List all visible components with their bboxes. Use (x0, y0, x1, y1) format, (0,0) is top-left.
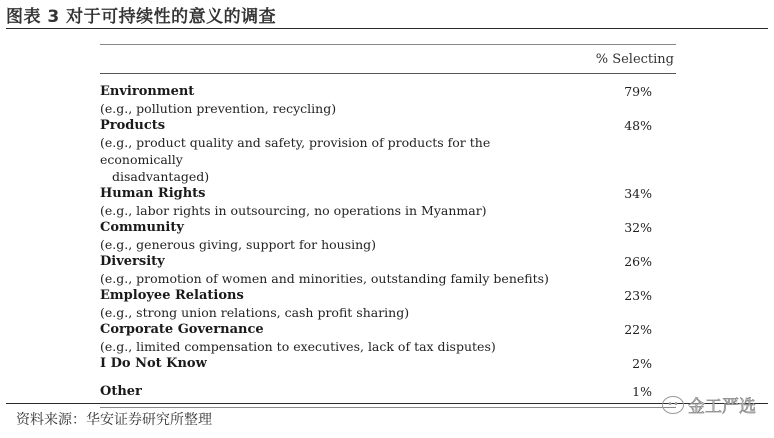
row-percent: 2% (632, 356, 652, 371)
figure-title: 图表 3 对于可持续性的意义的调查 (6, 7, 277, 27)
row-description: (e.g., pollution prevention, recycling) (100, 101, 337, 116)
row-category: Employee Relations (100, 288, 244, 303)
row-percent: 34% (624, 186, 652, 201)
row-description: (e.g., generous giving, support for housing) (100, 237, 377, 252)
row-description-line: (e.g., product quality and safety, provision of products for the economically (100, 135, 491, 167)
table-bottom-rule (100, 407, 676, 408)
row-category: Corporate Governance (100, 322, 264, 337)
wechat-icon: •• (662, 396, 684, 414)
title-divider (6, 28, 768, 29)
row-description: (e.g., limited compensation to executives, lack of tax disputes) (100, 339, 496, 354)
row-description: (e.g., strong union relations, cash profit sharing) (100, 305, 410, 320)
row-category: Environment (100, 84, 195, 99)
watermark-text: 金工严选 (688, 397, 756, 417)
row-category: I Do Not Know (100, 356, 207, 371)
watermark (662, 392, 756, 417)
table-header-rule (100, 73, 676, 74)
row-description-continuation: disadvantaged) (112, 169, 210, 184)
source-note: 资料来源：华安证券研究所整理 (16, 412, 212, 428)
table-row (100, 355, 676, 372)
row-category: Human Rights (100, 186, 206, 201)
table-row (100, 287, 676, 321)
table-row (100, 383, 676, 400)
table-row (100, 185, 676, 219)
row-percent: 32% (624, 220, 652, 235)
table-row (100, 321, 676, 355)
row-percent: 23% (624, 288, 652, 303)
row-percent: 48% (624, 118, 652, 133)
row-category: Other (100, 384, 142, 399)
table-header-row (100, 45, 676, 73)
row-percent: 22% (624, 322, 652, 337)
row-percent: 1% (632, 384, 652, 399)
row-percent: 26% (624, 254, 652, 269)
table-row (100, 117, 676, 185)
row-description: (e.g., promotion of women and minorities, outstanding family benefits) (100, 271, 549, 286)
survey-table (100, 44, 676, 408)
footer-divider (6, 403, 768, 404)
row-category: Community (100, 220, 184, 235)
row-percent: 79% (624, 84, 652, 99)
table-row (100, 253, 676, 287)
table-row (100, 83, 676, 117)
row-category: Diversity (100, 254, 165, 269)
row-description: (e.g., labor rights in outsourcing, no operations in Myanmar) (100, 203, 487, 218)
column-header-percent: % Selecting (595, 51, 674, 67)
table-row (100, 219, 676, 253)
row-description (100, 134, 560, 185)
row-category: Products (100, 118, 166, 133)
